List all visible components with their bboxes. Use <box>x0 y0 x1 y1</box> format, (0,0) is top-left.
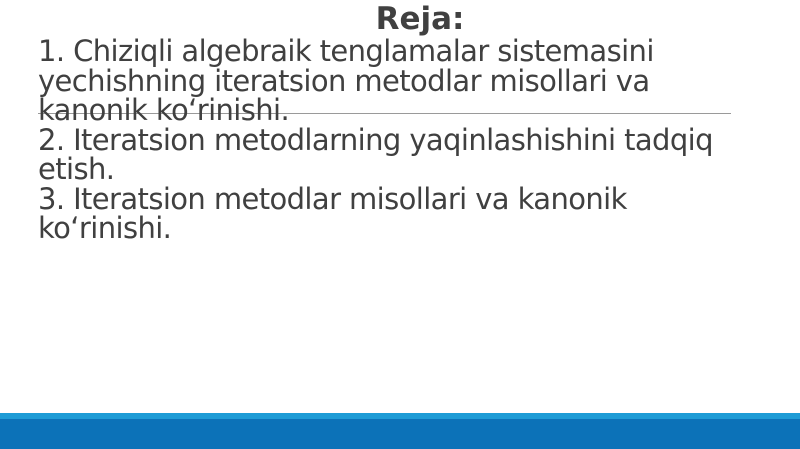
footer-bar <box>0 419 800 449</box>
plan-list <box>38 34 738 245</box>
plan-item-1: 1. Chiziqli algebraik tenglamalar sistemasini yechishning iteratsion metodlar misollari va kanonik ko‘rinishi. <box>38 34 654 127</box>
slide-title: Reja: <box>375 1 465 37</box>
plan-item-3: 3. Iteratsion metodlar misollari va kanonik ko‘rinishi. <box>38 181 627 245</box>
plan-item-2: 2. Iteratsion metodlarning yaqinlashishini tadqiq etish. <box>38 122 713 186</box>
